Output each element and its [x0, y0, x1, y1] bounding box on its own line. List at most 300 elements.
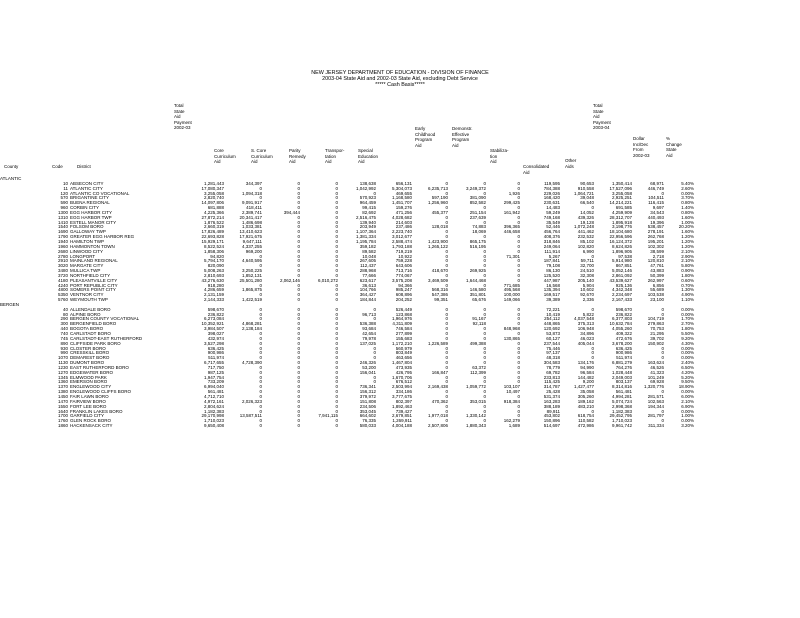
table-cell: 0 — [517, 273, 520, 278]
table-cell: 0 — [445, 409, 448, 414]
table-cell: 99,415 — [362, 206, 376, 211]
table-cell: 22,956,596 — [609, 235, 632, 240]
header-score-curriculum: S. Core Curriculum Aid — [251, 148, 273, 165]
table-cell: 453,802 — [543, 414, 560, 419]
table-cell: 418,670 — [431, 269, 448, 274]
table-cell: FAIRVIEW BORO — [70, 399, 106, 404]
table-cell: 4,259,909 — [611, 210, 632, 215]
table-cell: 0 — [445, 380, 448, 385]
table-cell: 1,269,911 — [392, 419, 412, 424]
table-cell: 53,200 — [362, 365, 376, 370]
table-cell: BUENA REGIONAL — [70, 201, 110, 206]
table-cell: 85,102 — [580, 239, 594, 244]
table-cell: 764,276 — [615, 365, 632, 370]
table-cell: 0 — [259, 293, 262, 298]
table-cell: 918,384 — [503, 399, 520, 404]
table-cell: 0 — [335, 293, 338, 298]
table-cell: 0 — [483, 249, 486, 254]
table-cell: 36,613 — [362, 283, 376, 288]
table-cell: LINWOOD CITY — [70, 249, 104, 254]
table-cell: 0 — [297, 201, 300, 206]
table-cell: 1,644,468 — [465, 278, 486, 283]
table-cell: 0 — [335, 375, 338, 380]
table-cell: ENGLEWOOD CLIFFS BORO — [70, 390, 132, 395]
table-cell: 0 — [335, 254, 338, 259]
table-cell: 446,658 — [503, 230, 520, 235]
table-cell: 0 — [373, 307, 376, 312]
table-cell: 1,427,477 — [573, 385, 594, 390]
table-cell: 930 — [60, 346, 68, 351]
table-cell: 1.80% — [681, 327, 694, 332]
table-cell: 408,376 — [543, 235, 560, 240]
table-cell: 120 — [60, 191, 68, 196]
table-cell: 598,670 — [615, 307, 632, 312]
table-cell: 0 — [335, 351, 338, 356]
table-cell: ESTELL MANOR CITY — [70, 220, 117, 225]
table-cell: 139,940 — [359, 220, 376, 225]
table-cell: 17,527,096 — [609, 186, 632, 191]
table-cell: 0 — [591, 206, 594, 211]
table-cell: 0 — [297, 419, 300, 424]
table-cell: 10,632,784 — [609, 322, 632, 327]
table-cell: 102,563 — [647, 399, 664, 404]
table-cell: 21,295 — [650, 332, 664, 336]
header-transportation: Transpor- tation Aid — [325, 148, 345, 165]
table-cell: 150,896 — [543, 419, 560, 424]
table-cell: 82,692 — [362, 210, 376, 215]
table-cell: 463,656 — [395, 356, 412, 361]
table-cell: 656,131 — [395, 181, 412, 186]
table-cell: 2,131,159 — [203, 293, 224, 298]
table-cell: 1.60% — [681, 215, 694, 220]
table-cell: 0 — [297, 186, 300, 191]
table-cell: 0 — [335, 273, 338, 278]
table-cell: 0 — [373, 346, 376, 351]
table-cell: 0.00% — [681, 307, 694, 312]
table-cell: 0 — [335, 249, 338, 254]
header-dollar-change: Dollar Inc/Dec From 2002-03 — [633, 136, 650, 158]
table-cell: 86,130 — [546, 269, 560, 274]
header-consolidated-aid: Consolidated Aid — [523, 164, 550, 175]
table-cell: 0 — [297, 336, 300, 341]
table-cell: 0 — [297, 307, 300, 312]
table-cell: 867,851 — [615, 264, 632, 269]
table-cell: 0 — [297, 220, 300, 225]
table-cell: 151,808 — [359, 399, 376, 404]
table-cell: 0 — [445, 249, 448, 254]
table-cell: 0 — [517, 235, 520, 240]
table-cell: 35,549 — [546, 220, 560, 225]
table-cell: 733,209 — [207, 380, 224, 385]
table-cell: 28,312,707 — [609, 215, 632, 220]
table-cell: 447,987 — [543, 278, 560, 283]
table-cell: 2,062,146 — [279, 278, 300, 283]
table-cell: 0 — [517, 186, 520, 191]
table-cell: 0 — [483, 346, 486, 351]
table-cell: 0 — [483, 361, 486, 366]
table-cell: 237,486 — [395, 225, 412, 230]
table-cell: 910,558 — [577, 186, 594, 191]
table-cell: 249,064 — [543, 244, 560, 249]
table-cell: 381,090 — [469, 196, 486, 201]
table-cell: 0 — [483, 206, 486, 211]
table-cell: 2,588,474 — [391, 239, 412, 244]
table-cell: 0 — [335, 380, 338, 385]
table-cell: LONGPORT — [70, 254, 96, 259]
table-cell: 4,055,260 — [611, 327, 632, 332]
table-cell: 0 — [297, 196, 300, 201]
table-cell: 4,037,548 — [573, 317, 594, 322]
table-cell: 0 — [297, 327, 300, 332]
table-cell: 440,493 — [647, 215, 664, 220]
table-cell: 1,042,992 — [355, 186, 376, 191]
table-cell: ENGLEWOOD CITY — [70, 385, 112, 390]
table-cell: 169,517 — [543, 293, 560, 298]
table-cell: 0 — [483, 419, 486, 424]
table-cell: 473,935 — [395, 365, 412, 370]
table-cell: 560,979 — [395, 346, 412, 351]
table-cell: 739,427 — [395, 409, 412, 414]
table-cell: 351,801 — [469, 293, 486, 298]
table-cell: 103,538 — [647, 293, 664, 298]
table-cell: 0 — [483, 273, 486, 278]
table-cell: 985,247 — [395, 288, 412, 293]
table-cell: 0.60% — [681, 278, 694, 283]
table-cell: 1760 — [57, 419, 68, 424]
table-cell: 3020 — [57, 264, 68, 269]
table-cell: 0 — [259, 307, 262, 312]
table-cell: 0 — [259, 356, 262, 361]
table-cell: 1470 — [57, 399, 68, 404]
table-cell: 3720 — [57, 273, 68, 278]
table-cell: 47,761 — [650, 264, 664, 269]
table-cell: 6,856 — [652, 283, 664, 288]
table-cell: 115,425 — [544, 380, 560, 385]
table-cell: 1345 — [57, 375, 68, 380]
table-cell: 1,892,463 — [391, 404, 412, 409]
table-cell: 746,584 — [395, 327, 412, 332]
header-total-aid-2003: Total State Aid Payment 2003-04 — [593, 103, 611, 131]
table-cell: 455,377 — [431, 210, 448, 215]
table-cell: 0 — [297, 288, 300, 293]
table-cell: 10 — [62, 181, 68, 186]
table-cell: ABSECON CITY — [70, 181, 104, 186]
table-cell: 1,689 — [508, 424, 520, 429]
table-cell: 138,638 — [359, 181, 376, 186]
table-cell: 0 — [335, 341, 338, 346]
table-cell: 0 — [517, 365, 520, 370]
table-cell: 25,428 — [546, 390, 560, 395]
table-cell: 2,507,806 — [427, 424, 448, 429]
table-cell: 0 — [517, 249, 520, 254]
table-cell: 1.30% — [681, 288, 694, 293]
table-cell: 925,136 — [615, 283, 632, 288]
table-cell: 125,520 — [543, 273, 560, 278]
table-cell: 0 — [335, 312, 338, 317]
table-cell: 0 — [297, 346, 300, 351]
table-cell: 0 — [445, 361, 448, 366]
table-cell: 6,881,279 — [611, 361, 632, 366]
table-cell: 0 — [373, 351, 376, 356]
table-cell: 472,676 — [615, 336, 632, 341]
table-cell: 162,279 — [503, 419, 520, 424]
table-cell: 2,925,251 — [611, 196, 632, 201]
table-cell: 102,820 — [577, 244, 594, 249]
header-stabilization: Stabiliza- tion Aid — [490, 148, 509, 165]
table-cell: 441,462 — [577, 230, 594, 235]
table-cell: FAIR LAWN BORO — [70, 394, 109, 399]
table-cell: 1,182,383 — [203, 409, 224, 414]
table-cell: 0 — [445, 206, 448, 211]
table-cell: BERGENFIELD BORO — [70, 322, 117, 327]
table-cell: 4.90% — [681, 293, 694, 298]
table-cell: 0 — [445, 375, 448, 380]
table-cell: 0.00% — [681, 346, 694, 351]
table-cell: 1450 — [57, 394, 68, 399]
table-cell: 116,415 — [648, 201, 664, 206]
table-cell: 0 — [591, 351, 594, 356]
table-cell: 70,753 — [650, 327, 664, 332]
table-cell: 803,137 — [615, 380, 632, 385]
table-cell: 0 — [335, 215, 338, 220]
table-cell: 4.20% — [681, 370, 694, 375]
table-cell: 344,397 — [245, 181, 262, 186]
table-cell: 29,170,998 — [201, 414, 224, 419]
table-cell: 237,639 — [469, 215, 486, 220]
table-cell: 0 — [259, 254, 262, 259]
table-cell: 5,267 — [548, 254, 560, 259]
table-cell: 4,286,659 — [203, 288, 224, 293]
table-cell: 6,994,040 — [203, 385, 224, 390]
report-subtitle: 2003-04 State Aid and 2002-03 State Aid, excluding Debt Service — [322, 76, 478, 82]
table-cell: 119,595 — [544, 181, 560, 186]
table-cell: ATLANTIC CITY — [70, 186, 103, 191]
table-cell: 0 — [517, 332, 520, 336]
table-cell: 78,779 — [546, 365, 560, 370]
table-cell: EGG HARBOR TWP — [70, 215, 112, 220]
table-cell: 5,822 — [582, 312, 594, 317]
table-cell: 9,650,408 — [203, 424, 224, 429]
table-cell: 246,326 — [359, 361, 376, 366]
table-cell: 852,582 — [469, 201, 486, 206]
table-cell: 0 — [591, 254, 594, 259]
table-cell: 0 — [335, 244, 338, 249]
table-cell: 802,397 — [395, 399, 412, 404]
table-cell: 203,949 — [359, 225, 376, 230]
table-cell: 0 — [297, 390, 300, 395]
table-cell: 187,841 — [543, 259, 560, 264]
table-cell: MULLICA TWP — [70, 269, 101, 274]
table-cell: 8,624,826 — [611, 244, 632, 249]
table-cell: 964,459 — [359, 201, 376, 206]
table-cell: 41,323 — [650, 370, 664, 375]
table-cell: 0 — [297, 230, 300, 235]
table-cell: 0 — [259, 336, 262, 341]
table-cell: 74,883 — [472, 225, 486, 230]
table-cell: 0.00% — [681, 419, 694, 424]
table-cell: 0 — [483, 259, 486, 264]
table-cell: 6,990 — [582, 249, 594, 254]
table-cell: 43,883 — [650, 269, 664, 274]
table-cell: 195,201 — [647, 239, 664, 244]
table-cell: 0 — [445, 235, 448, 240]
table-cell: 0 — [335, 259, 338, 264]
table-cell: 304,583 — [543, 361, 560, 366]
table-cell: 0 — [483, 312, 486, 317]
table-cell: 163,624 — [647, 361, 664, 366]
table-cell: 1,926 — [508, 191, 520, 196]
table-cell: 163,283 — [543, 399, 560, 404]
table-cell: 1070 — [57, 356, 68, 361]
table-cell: 0 — [335, 206, 338, 211]
table-cell: 759,228 — [395, 259, 412, 264]
table-cell: 0 — [297, 317, 300, 322]
table-cell: 0 — [483, 394, 486, 399]
table-cell: 237,544 — [543, 341, 560, 346]
table-cell: 774,067 — [395, 273, 412, 278]
table-cell: 570,923 — [359, 196, 376, 201]
table-cell: 749,168 — [543, 215, 560, 220]
table-cell: 0 — [259, 317, 262, 322]
table-cell: 7,941,115 — [318, 414, 338, 419]
table-cell: 0 — [259, 394, 262, 399]
table-cell: 5.50% — [681, 332, 694, 336]
table-cell: 18,104,680 — [609, 230, 632, 235]
table-cell: 5,052,146 — [611, 269, 632, 274]
table-cell: 418,411 — [246, 206, 262, 211]
table-cell: 135,394 — [543, 288, 560, 293]
table-cell: 0 — [335, 191, 338, 196]
table-cell: 0 — [335, 419, 338, 424]
table-cell: 20.20% — [678, 225, 694, 230]
table-cell: 205,140 — [577, 278, 594, 283]
table-cell: 1,880,343 — [465, 424, 486, 429]
table-cell: 14,214,221 — [609, 201, 632, 206]
table-cell: 0 — [335, 404, 338, 409]
table-cell: 394,444 — [283, 210, 300, 215]
table-cell: 0 — [297, 424, 300, 429]
table-cell: 470,362 — [431, 399, 448, 404]
table-cell: 0 — [259, 370, 262, 375]
table-cell: 4,311,809 — [392, 322, 412, 327]
table-cell: 2,167,433 — [611, 298, 632, 303]
table-cell: 0 — [445, 220, 448, 225]
table-cell: 112,399 — [470, 370, 486, 375]
table-cell: 0 — [335, 424, 338, 429]
table-cell: 432,974 — [207, 336, 224, 341]
table-cell: 0 — [445, 394, 448, 399]
table-cell: 0 — [335, 317, 338, 322]
table-cell: 278,191 — [647, 230, 664, 235]
table-cell: 0 — [483, 375, 486, 380]
table-cell: 52,446 — [546, 225, 560, 230]
table-cell: 168,420 — [543, 196, 560, 201]
table-cell: 0 — [517, 356, 520, 361]
table-cell: 0 — [259, 390, 262, 395]
table-cell: 597,190 — [431, 196, 448, 201]
table-cell: 2,804,624 — [203, 404, 224, 409]
table-cell: 2,679,851 — [391, 414, 412, 419]
table-cell: CORBIN CITY — [70, 206, 100, 211]
table-cell: 987,125 — [207, 370, 224, 375]
table-cell: 0 — [297, 341, 300, 346]
table-cell: 0 — [297, 375, 300, 380]
table-cell: 0 — [335, 346, 338, 351]
table-cell: 1,320,776 — [643, 385, 664, 390]
table-cell: 890 — [60, 341, 68, 346]
table-cell: 0 — [297, 273, 300, 278]
table-cell: MARGATE CITY — [70, 264, 104, 269]
table-cell: 137,025 — [359, 341, 376, 346]
table-cell: 0 — [259, 332, 262, 336]
table-cell: 234,506 — [359, 404, 376, 409]
table-cell: 771,685 — [503, 283, 520, 288]
table-cell: 19,396 — [650, 220, 664, 225]
table-cell: 19,128 — [580, 220, 594, 225]
table-cell: 676,512 — [395, 380, 412, 385]
table-cell: 439,326 — [577, 215, 594, 220]
table-cell: 279,863 — [647, 322, 664, 327]
table-cell: 0 — [259, 424, 262, 429]
table-cell: 1,107,364 — [355, 230, 376, 235]
table-cell: 2.40% — [681, 361, 694, 366]
table-cell: 34,896 — [580, 332, 594, 336]
table-cell: 9,697 — [652, 206, 664, 211]
table-cell: 4800 — [57, 288, 68, 293]
table-cell: 214,603 — [395, 220, 412, 225]
table-cell: 4,712,710 — [203, 394, 224, 399]
table-cell: 0 — [335, 186, 338, 191]
table-cell: 32,700 — [580, 264, 594, 269]
table-cell: 71,301 — [506, 254, 520, 259]
table-cell: 0 — [483, 307, 486, 312]
table-cell: 1,710,023 — [611, 419, 632, 424]
report-title: NEW JERSEY DEPARTMENT OF EDUCATION - DIVISION OF FINANCE — [311, 70, 489, 76]
report-basis-note: ***** Cash Basis***** — [375, 82, 425, 88]
header-other-aids: Other Aids — [565, 158, 577, 169]
table-cell: BOGOTA BORO — [70, 327, 104, 332]
table-cell: 65,676 — [472, 298, 486, 303]
table-cell: 314,787 — [543, 385, 560, 390]
header-demonstrably-effective: Demonstr. Effective Program Aid — [452, 126, 473, 148]
table-cell: VENTNOR CITY — [70, 293, 104, 298]
table-cell: 6.00% — [681, 394, 694, 399]
table-cell: 0 — [297, 332, 300, 336]
table-cell: GLEN ROCK BORO — [70, 419, 112, 424]
table-cell: 40 — [62, 307, 68, 312]
table-cell: 92,670 — [580, 293, 594, 298]
table-cell: 9.50% — [681, 380, 694, 385]
header-core-curriculum: Core Curriculum Aid — [214, 148, 236, 165]
table-cell: 120,692 — [543, 327, 560, 332]
table-cell: 305,260 — [577, 394, 594, 399]
table-cell: 0 — [445, 404, 448, 409]
table-cell: 561,481 — [615, 390, 632, 395]
table-cell: 59,711 — [580, 259, 594, 264]
table-cell: 4,868,281 — [241, 322, 262, 327]
table-cell: 1.00% — [681, 414, 694, 419]
table-cell: 130,865 — [503, 336, 520, 341]
table-cell: 0 — [483, 254, 486, 259]
table-cell: 1.20% — [681, 235, 694, 240]
table-cell: 8,522,524 — [203, 244, 224, 249]
table-cell: CARLSTADT BORO — [70, 332, 111, 336]
table-cell: 0 — [483, 191, 486, 196]
table-cell: 39,389 — [546, 298, 560, 303]
table-cell: 0 — [335, 394, 338, 399]
table-cell: ELMWOOD PARK — [70, 375, 107, 380]
table-cell: 290 — [60, 317, 68, 322]
